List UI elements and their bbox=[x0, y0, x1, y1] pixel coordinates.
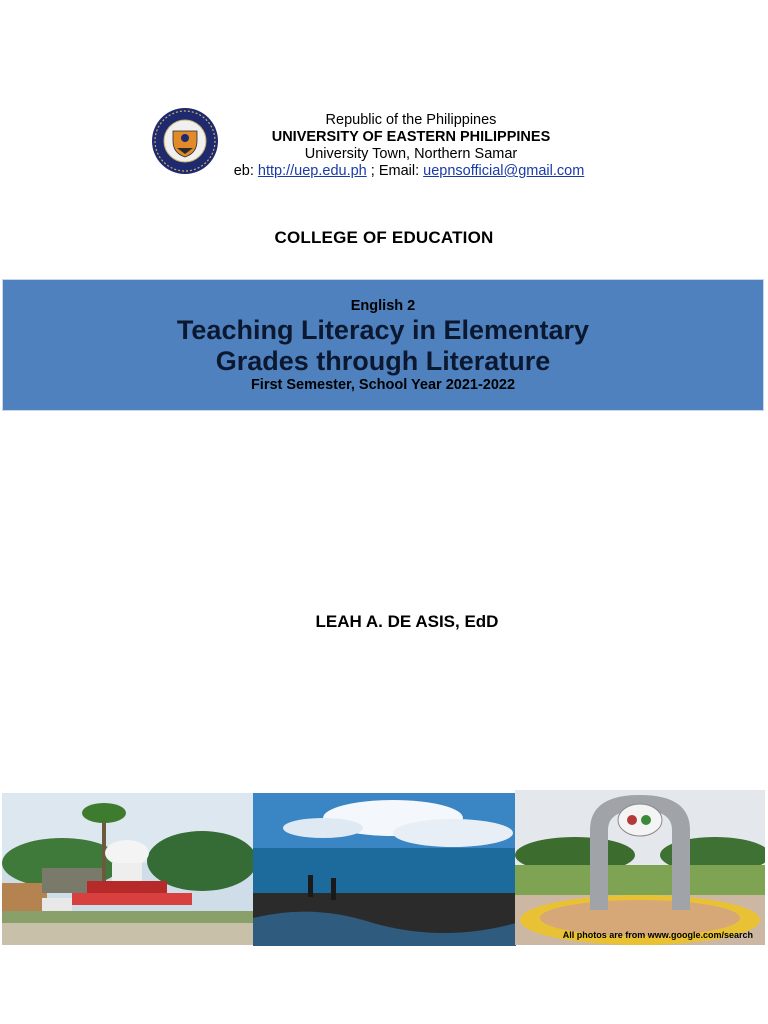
contact-line bbox=[224, 163, 594, 180]
photo-credit: All photos are from www.google.com/search bbox=[562, 930, 753, 940]
university-header bbox=[226, 112, 596, 180]
country-line: Republic of the Philippines bbox=[325, 112, 497, 128]
website-link[interactable]: http://uep.edu.ph bbox=[257, 163, 367, 179]
course-banner bbox=[2, 279, 764, 411]
web-label: eb: bbox=[233, 163, 258, 179]
college-name: COLLEGE OF EDUCATION bbox=[274, 228, 494, 247]
arch-monument-photo bbox=[515, 790, 765, 945]
semester-line: First Semester, School Year 2021-2022 bbox=[250, 377, 516, 393]
course-title-line-1: Teaching Literacy in Elementary bbox=[176, 315, 590, 345]
course-code: English 2 bbox=[350, 298, 416, 314]
university-seal bbox=[146, 107, 224, 175]
carabao-monument-photo bbox=[2, 793, 254, 945]
location-line: University Town, Northern Samar bbox=[304, 146, 518, 162]
course-title-line-2: Grades through Literature bbox=[215, 346, 551, 376]
university-name: UNIVERSITY OF EASTERN PHILIPPINES bbox=[271, 129, 551, 145]
author-name: LEAH A. DE ASIS, EdD bbox=[315, 612, 499, 631]
email-link[interactable]: uepnsofficial@gmail.com bbox=[423, 163, 585, 179]
beach-photo bbox=[253, 793, 516, 946]
course-title bbox=[3, 315, 763, 377]
email-label: ; Email: bbox=[366, 163, 424, 179]
